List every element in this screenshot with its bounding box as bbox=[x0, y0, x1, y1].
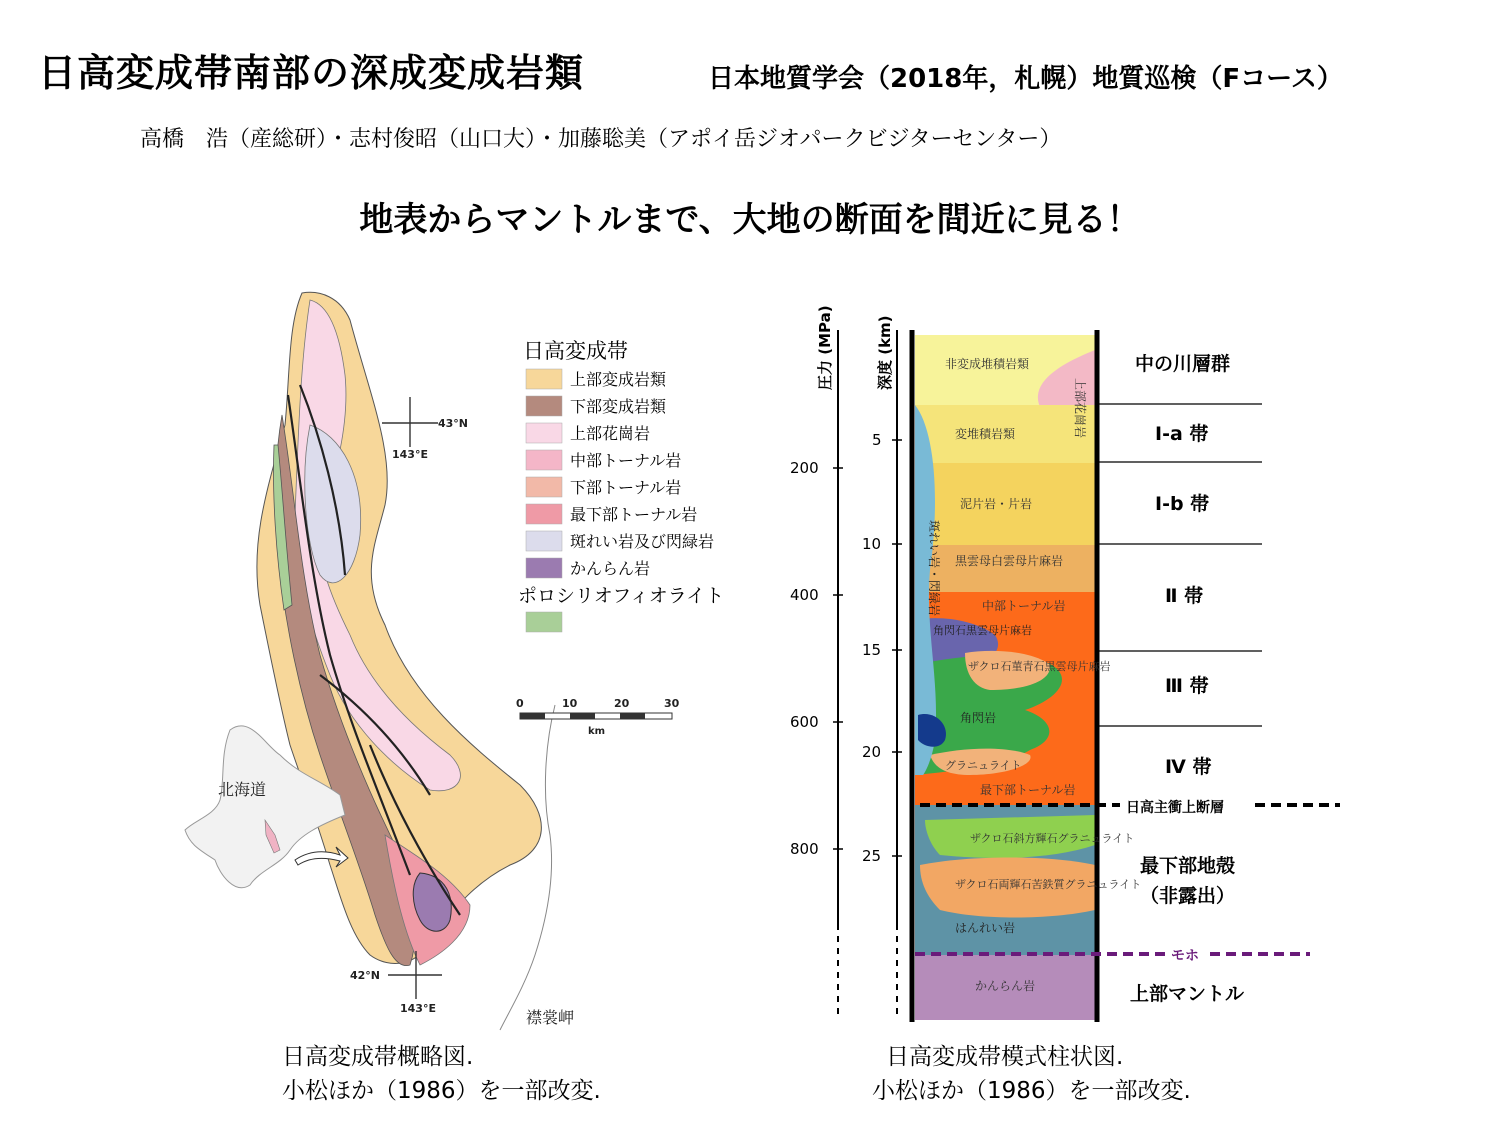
authors-line: 高橋 浩（産総研）・志村俊昭（山口大）・加藤聡美（アポイ岳ジオパークビジターセンター） bbox=[140, 127, 1062, 152]
label-opx-granulite: ザクロ石斜方輝石グラニュライト bbox=[970, 832, 1135, 845]
label-granulite: グラニュライト bbox=[945, 759, 1022, 772]
label-hornblende-gneiss: 角閃石黒雲母片麻岩 bbox=[933, 624, 1032, 637]
depth-tick-label: 15 bbox=[862, 641, 882, 659]
pressure-tick-label: 200 bbox=[790, 459, 819, 477]
zone-label: Ⅱ 帯 bbox=[1165, 585, 1204, 607]
depth-tick-label: 25 bbox=[862, 847, 882, 865]
coord-top-lon: 143°E bbox=[392, 448, 428, 461]
coastline bbox=[500, 705, 555, 1030]
legend-label: 斑れい岩及び閃緑岩 bbox=[570, 532, 715, 551]
label-granite-upper: 上部花崗岩 bbox=[1073, 378, 1087, 439]
label-gabbro2: はんれい岩 bbox=[955, 921, 1016, 935]
scale-bar bbox=[516, 697, 680, 737]
legend-swatch bbox=[526, 369, 562, 389]
cape-label: 襟裳岬 bbox=[526, 1008, 575, 1027]
scale-tick-label: 10 bbox=[562, 697, 578, 710]
poroshiri-legend-label: ポロシリオフィオライト bbox=[518, 585, 725, 607]
pressure-tick-label: 800 bbox=[790, 840, 819, 858]
label-meta-sed: 変堆積岩類 bbox=[955, 427, 1016, 441]
legend-swatch bbox=[526, 558, 562, 578]
coord-bottom-lon: 143°E bbox=[400, 1002, 436, 1015]
legend-swatch bbox=[526, 504, 562, 524]
coord-marker-top bbox=[382, 397, 438, 447]
page-title: 日高変成帯南部の深成変成岩類 bbox=[38, 51, 585, 95]
zone-label: （非露出） bbox=[1140, 885, 1236, 907]
legend-label: 最下部トーナル岩 bbox=[570, 505, 698, 524]
depth-tick-label: 5 bbox=[872, 431, 882, 449]
zone-label: Ⅲ 帯 bbox=[1165, 675, 1209, 697]
hidaka-columnar-section bbox=[790, 270, 1350, 1030]
label-amphibolite: 角閃岩 bbox=[960, 711, 997, 725]
thrust-label: 日高主衝上断層 bbox=[1126, 800, 1224, 816]
rock-gneiss bbox=[915, 545, 1095, 592]
legend-swatch bbox=[526, 396, 562, 416]
legend-swatch bbox=[526, 450, 562, 470]
label-tonalite-mid: 中部トーナル岩 bbox=[982, 599, 1066, 613]
column-caption-line1: 日高変成帯模式柱状図. bbox=[886, 1044, 1124, 1070]
scale-unit: km bbox=[588, 726, 606, 737]
map-caption-line2: 小松ほか（1986）を一部改変. bbox=[282, 1078, 601, 1104]
depth-axis-label: 深度 (km) bbox=[876, 315, 894, 390]
legend-swatch bbox=[526, 423, 562, 443]
legend-swatch bbox=[526, 477, 562, 497]
column-caption-line2: 小松ほか（1986）を一部改変. bbox=[872, 1078, 1191, 1104]
excursion-subtitle: 日本地質学会（2018年，札幌）地質巡検（Fコース） bbox=[708, 64, 1343, 94]
zone-label: 上部マントル bbox=[1130, 983, 1245, 1005]
pressure-axis-label: 圧力 (MPa) bbox=[816, 305, 834, 390]
legend-swatch bbox=[526, 531, 562, 551]
poroshiri-legend-swatch bbox=[526, 612, 562, 632]
legend-title: 日高変成帯 bbox=[523, 339, 628, 363]
legend-label: 中部トーナル岩 bbox=[570, 451, 682, 470]
legend-label: 下部変成岩類 bbox=[570, 397, 667, 416]
headline: 地表からマントルまで、大地の断面を間近に見る！ bbox=[359, 200, 1141, 240]
column-caption bbox=[872, 1040, 1191, 1108]
label-cpx-granulite: ザクロ石両輝石苦鉄質グラニュライト bbox=[955, 878, 1142, 891]
depth-tick-label: 20 bbox=[862, 743, 882, 761]
coord-bottom-lat: 42°N bbox=[350, 969, 381, 982]
zone-label: Ⅰ-a 帯 bbox=[1155, 423, 1209, 445]
zone-label: Ⅰ-b 帯 bbox=[1155, 493, 1210, 515]
map-caption bbox=[282, 1040, 601, 1108]
scale-tick-label: 0 bbox=[516, 697, 524, 710]
zone-label: Ⅳ 帯 bbox=[1165, 756, 1212, 778]
zone-label: 最下部地殻 bbox=[1140, 855, 1236, 877]
label-nonmeta: 非変成堆積岩類 bbox=[945, 357, 1030, 371]
label-tonalite-low: 最下部トーナル岩 bbox=[980, 783, 1076, 797]
zone-label: 中の川層群 bbox=[1135, 353, 1231, 375]
label-cordierite: ザクロ石菫青石黒雲母片麻岩 bbox=[968, 660, 1111, 673]
map-legend bbox=[518, 339, 724, 632]
pressure-tick-label: 400 bbox=[790, 586, 819, 604]
pressure-tick-label: 600 bbox=[790, 713, 819, 731]
hidaka-geologic-map bbox=[170, 275, 750, 1035]
legend-label: 上部花崗岩 bbox=[570, 424, 651, 443]
label-schist: 泥片岩・片岩 bbox=[960, 497, 1033, 511]
hokkaido-label: 北海道 bbox=[218, 780, 267, 799]
label-gneiss: 黒雲母白雲母片麻岩 bbox=[955, 554, 1064, 568]
label-peridotite: かんらん岩 bbox=[975, 979, 1036, 993]
legend-label: 上部変成岩類 bbox=[570, 370, 667, 389]
depth-tick-label: 10 bbox=[862, 535, 882, 553]
legend-label: 下部トーナル岩 bbox=[570, 478, 682, 497]
legend-label: かんらん岩 bbox=[570, 559, 651, 578]
label-gabbro: 斑れい岩・閃緑岩 bbox=[927, 520, 941, 617]
coord-top-lat: 43°N bbox=[438, 417, 469, 430]
moho-label: モホ bbox=[1171, 948, 1199, 964]
scale-tick-label: 30 bbox=[664, 697, 680, 710]
map-caption-line1: 日高変成帯概略図. bbox=[282, 1044, 474, 1070]
scale-tick-label: 20 bbox=[614, 697, 630, 710]
